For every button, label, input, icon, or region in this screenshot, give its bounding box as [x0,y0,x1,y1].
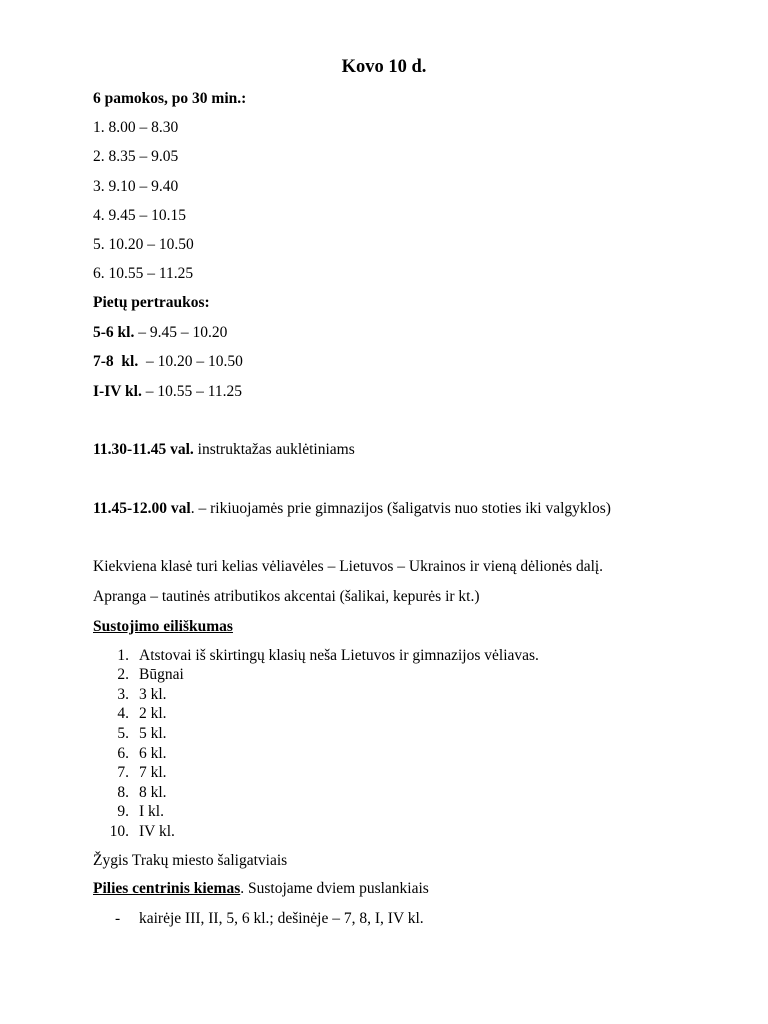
document-page: Kovo 10 d. 6 pamokos, po 30 min.: 1. 8.00 – 8.30 2. 8.35 – 9.05 3. 9.10 – 9.40 4. 9.45 – 10.15 5. 10.20 – 10.50 6. 10.55 – 11.25 Pietų pertraukos: 5-6 kl. – 9.45 – 10.20 7-8 kl. – 10.20 – 10.50 I-IV kl. – 10.55 – 11.25 11.30-11.45 val. instruktažas auklėtiniams 11.45-12.00 val. – rikiuojamės prie gimnazijos (šaligatvis nuo stoties iki valgyklos) Kiekviena klasė turi kelias vėliavėles – Lietuvos – Ukrainos ir vieną dėlionės dalį. Apranga – tautinės atributikos akcentai (šalikai, kepurės ir kt.) Sustojimo eiliškumas 1. Atstovai iš skirtingų klasių neša Lietuvos ir gimnazijos vėliavas. 2. Būgnai 3. 3 kl. 4. 2 kl. 5. 5 kl. 6. 6 kl. 7. 7 kl. 8. 8 kl. 9. I kl. 10. IV kl. Žygis Trakų miesto šaligatviais Pilies centrinis kiemas. Sustojame dviem puslankiais - kairėje III, II, 5, 6 kl.; dešinėje – 7, 8, I, IV kl. [0,0,768,1024]
lineup-line: 11.45-12.00 val. – rikiuojamės prie gimnazijos (šaligatvis nuo stoties iki valgyklos) [93,500,611,517]
break-item: I-IV kl. – 10.55 – 11.25 [93,383,243,400]
order-heading: Sustojimo eiliškumas [93,618,233,635]
lesson-item: 5. 10.20 – 10.50 [93,236,194,253]
lesson-item: 1. 8.00 – 8.30 [93,119,179,136]
lesson-item: 4. 9.45 – 10.15 [93,207,186,224]
lesson-item: 6. 10.55 – 11.25 [93,265,194,282]
attire-note: Apranga – tautinės atributikos akcentai (šalikai, kepurės ir kt.) [93,588,480,605]
lessons-heading: 6 pamokos, po 30 min.: [93,90,247,107]
castle-line: Pilies centrinis kiemas. Sustojame dviem puslankiais [93,880,429,897]
instruction-line: 11.30-11.45 val. instruktažas auklėtiniams [93,441,355,458]
lesson-item: 2. 8.35 – 9.05 [93,148,179,165]
page-title: Kovo 10 d. [341,57,427,77]
flags-note: Kiekviena klasė turi kelias vėliavėles – Lietuvos – Ukrainos ir vieną dėlionės dalį. [93,558,604,575]
breaks-heading: Pietų pertraukos: [93,294,210,311]
break-item: 5-6 kl. – 9.45 – 10.20 [93,324,228,341]
lesson-item: 3. 9.10 – 9.40 [93,178,179,195]
march-line: Žygis Trakų miesto šaligatviais [93,852,288,869]
break-item: 7-8 kl. – 10.20 – 10.50 [93,353,243,370]
